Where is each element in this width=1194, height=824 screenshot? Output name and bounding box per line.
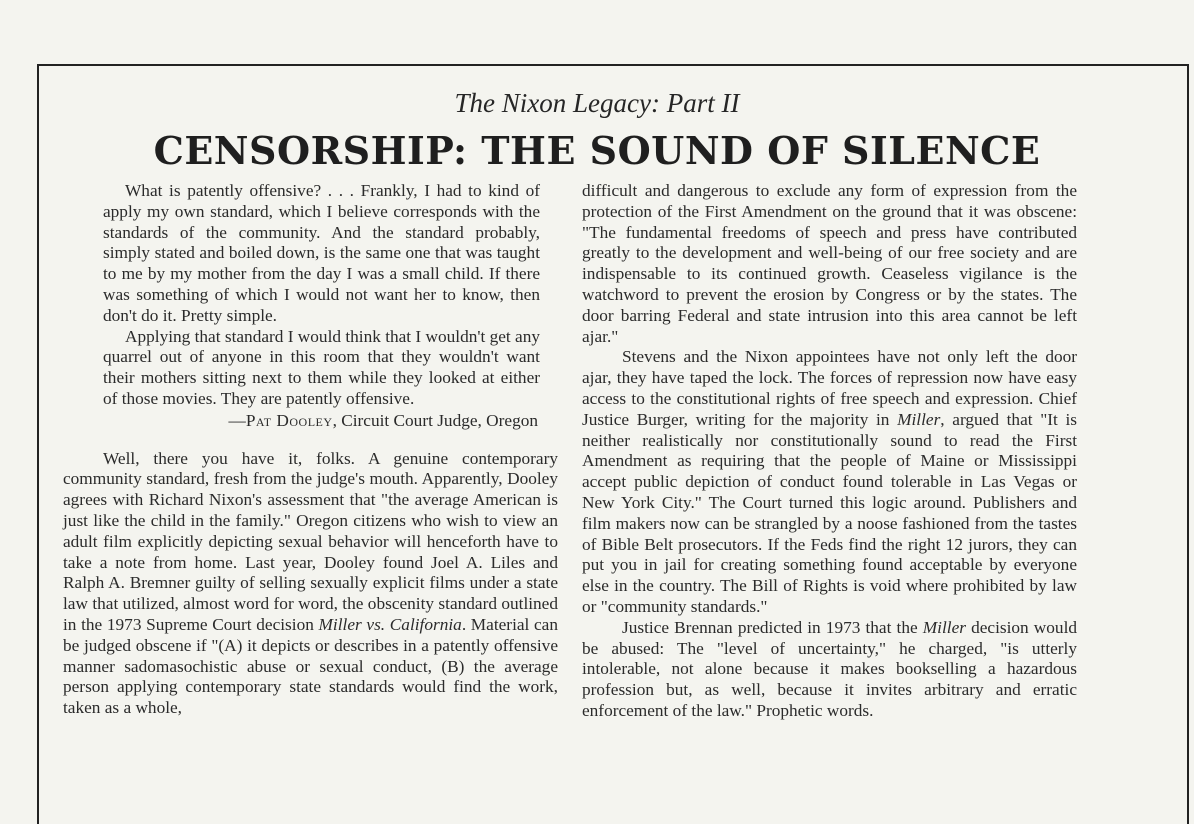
quote-paragraph: What is patently offensive? . . . Frankly, I had to kind of apply my own standard, which I believe corresponds with the standards of the community. And the standard probably, simply stated and boiled down, is the same one that was taught to me by my mother from the day I was a small child. If there was something of which I would not want her to know, then don't do it. Pretty simple.: [103, 181, 540, 325]
body-text: . Material can be judged obscene if "(A) it depicts or describes in a patently offensive manner sadomasochistic abuse or sexual conduct, (B) the average person applying contemporary state standards would find the work, taken as a whole,: [63, 614, 558, 718]
body-text: Justice Brennan predicted in 1973 that the: [622, 617, 923, 637]
body-paragraph: difficult and dangerous to exclude any form of expression from the protection of the First Amendment on the ground that it was obscene: "The fundamental freedoms of speech and press have contributed greatly to the development and well-being of our free society and are indispensable to its continued growth. Ceaseless vigilance is the watchword to prevent the erosion by Congress or by the states. The door barring Federal and state intrusion into this area cannot be left ajar.": [582, 181, 1077, 346]
case-name: Miller: [922, 617, 966, 637]
body-paragraph: [582, 347, 1077, 617]
body-text: decision would be abused: The "level of uncertainty," he charged, "is utterly intolerable, not alone because it makes bookselling a hazardous profession but, as well, because it invites arbitrary and erratic enforcement of the law." Prophetic words.: [582, 617, 1078, 720]
body-text: Well, there you have it, folks. A genuine contemporary community standard, fresh from the judge's mouth. Apparently, Dooley agrees with Richard Nixon's assessment that "the average American is just like the child in the family." Oregon citizens who wish to view an adult film explicitly depicting sexual behavior will henceforth have to take a note from home. Last year, Dooley found Joel A. Liles and Ralph A. Bremner guilty of selling sexually explicit films under a state law that utilized, almost word for word, the obscenity standard outlined in the 1973 Supreme Court decision: [63, 448, 558, 634]
body-paragraph: [582, 618, 1077, 722]
attribution-name: Pat Dooley: [245, 410, 333, 430]
body-text: , argued that "It is neither realistically nor constitutionally sound to read the First Amendment as requiring that the people of Maine or Mississippi accept public depiction of conduct found tolerable in Las Vegas or New York City." The Court turned this logic around. Publishers and film makers now can be strangled by a noose fashioned from the tastes of Bible Belt prosecutors. If the Feds find the right 12 jurors, they can put you in jail for creating something found acceptable by everyone else in the country. The Bill of Rights is void where prohibited by law or "community standards.": [582, 409, 1077, 616]
right-column: [582, 181, 1077, 722]
case-name: Miller: [897, 409, 941, 429]
attribution-dash: —: [228, 410, 246, 430]
body-paragraph: [63, 449, 558, 719]
quote-attribution: [63, 411, 558, 432]
attribution-title: , Circuit Court Judge, Oregon: [332, 410, 538, 430]
body-text: Stevens and the Nixon appointees have not only left the door ajar, they have taped the lock. The forces of repression now have easy access to the constitutional rights of free speech and expression. Chief Justice Burger, writing for the majority in: [582, 347, 1077, 429]
left-column: [63, 181, 558, 719]
case-name: Miller vs. California: [318, 614, 462, 634]
epigraph-quote: [63, 181, 558, 410]
article-headline: CENSORSHIP: THE SOUND OF SILENCE: [153, 128, 1041, 173]
article-kicker: The Nixon Legacy: Part II: [454, 88, 740, 118]
quote-paragraph: Applying that standard I would think that I wouldn't get any quarrel out of anyone in this room that they wouldn't want their mothers sitting next to them while they looked at either of those movies. They are patently offensive.: [103, 326, 540, 408]
